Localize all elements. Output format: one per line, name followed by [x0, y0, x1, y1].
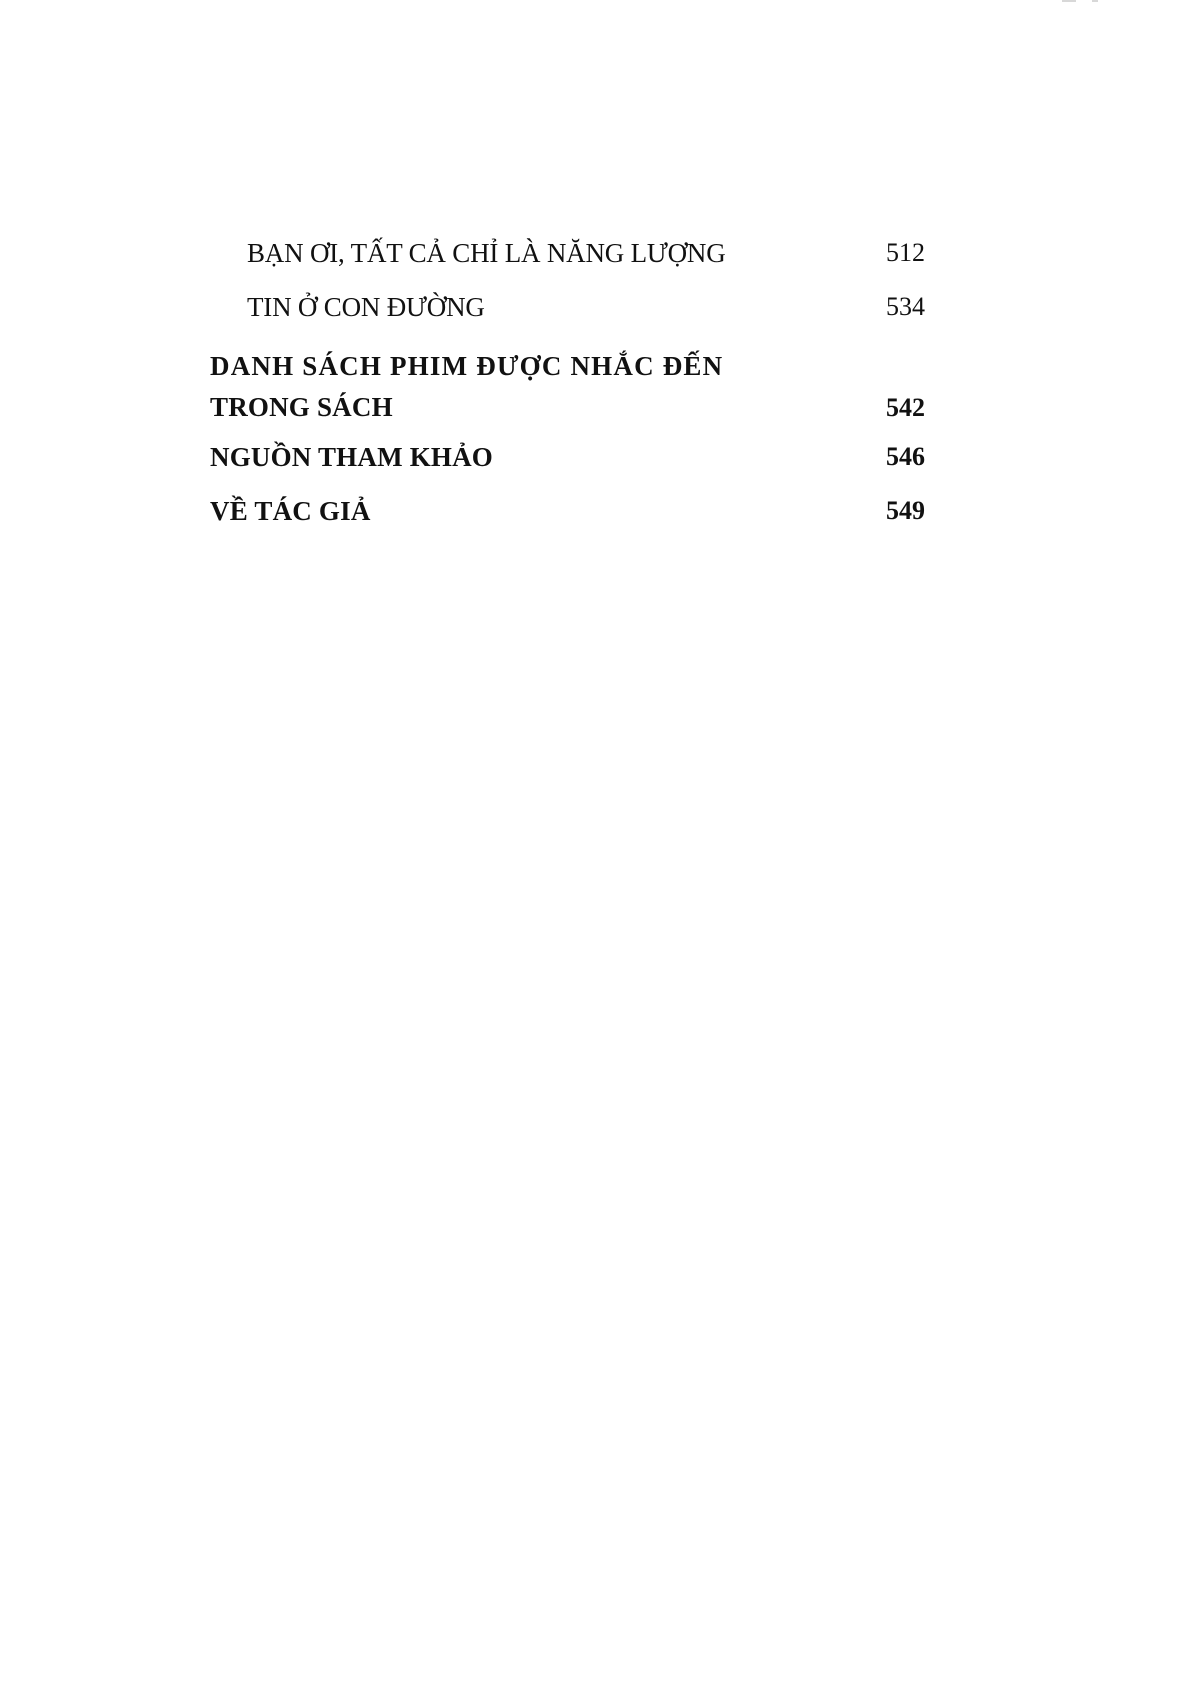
- toc-entry-title: BẠN ƠI, TẤT CẢ CHỈ LÀ NĂNG LƯỢNG: [247, 238, 726, 268]
- toc-entry-title-line2: TRONG SÁCH: [210, 392, 393, 422]
- toc-entry-main[interactable]: [210, 346, 925, 430]
- toc-entry-page: 549: [886, 496, 925, 525]
- scan-artifact-mark: [1092, 0, 1098, 2]
- toc-entry-page: 546: [886, 442, 925, 471]
- toc-entry-page: 534: [886, 292, 925, 321]
- toc-entry-sub[interactable]: [210, 292, 925, 332]
- toc-entry-title: [210, 346, 723, 428]
- toc-entry-title-line1: DANH SÁCH PHIM ĐƯỢC NHẮC ĐẾN: [210, 351, 724, 381]
- toc-entry-sub[interactable]: [210, 238, 925, 278]
- toc-entry-page: 542: [886, 393, 925, 422]
- toc-entry-title: NGUỒN THAM KHẢO: [210, 442, 494, 472]
- toc-entry-page: 512: [886, 238, 925, 267]
- toc-entry-main[interactable]: [210, 442, 925, 482]
- toc-entry-title: VỀ TÁC GIẢ: [210, 496, 371, 526]
- toc-entry-main[interactable]: [210, 496, 925, 536]
- toc-entry-title: TIN Ở CON ĐƯỜNG: [247, 292, 485, 322]
- scan-artifact-mark: [1062, 0, 1076, 2]
